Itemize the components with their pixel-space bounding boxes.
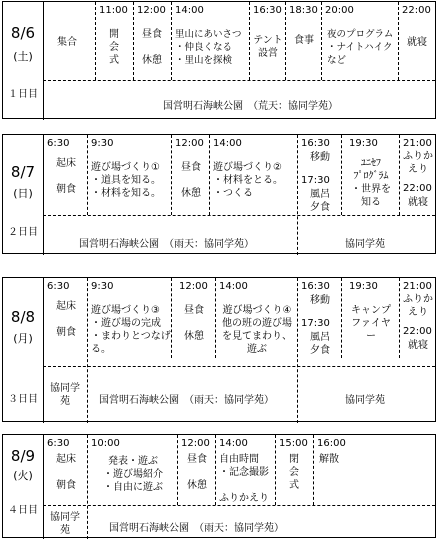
location-label: 協同学 苑 <box>50 512 80 536</box>
time-label: 16:30 <box>301 138 330 149</box>
time-label: 22:00 <box>402 5 431 16</box>
time-label: 9:30 <box>91 138 114 149</box>
date: 8/6 <box>10 24 36 42</box>
activity-cell: 自由時間 ・記念撮影 ふりかえり <box>219 454 269 504</box>
time-label: 17:30 <box>301 175 330 186</box>
activity-cell: 遊び場づくり② ・材料をとる。 ・つくる <box>213 162 283 199</box>
activity-cell: 解散 <box>319 454 339 465</box>
activity-cell: ﾕﾆｾﾌ ﾌﾟﾛｸﾞﾗﾑ ・世界を 知る <box>351 158 391 208</box>
day-label: ３日目 <box>8 394 38 405</box>
activity-cell: 遊び場づくり① ・道具を知る。 ・材料を知る。 <box>91 162 161 199</box>
location-label: 国営明石海峡公園 （雨天：協同学苑） <box>99 395 274 406</box>
location-label: 国営明石海峡公園 （荒天：協同学苑） <box>163 101 338 112</box>
time-label: 18:30 <box>289 5 318 16</box>
activity-cell: 食事 <box>294 35 314 46</box>
day-label: ４日目 <box>8 505 38 516</box>
day-label: ２日目 <box>8 227 38 238</box>
activity-cell: テント 設営 <box>253 35 283 59</box>
activity-cell: 夜のプログラム ・ナイトハイク など <box>327 29 394 66</box>
activity-cell: 遊び場づくり③ ・遊び場の完成 ・まわりとつなげ る。 <box>91 305 171 355</box>
location-label: 協同学苑 <box>345 239 385 250</box>
location-label: 協同学 苑 <box>50 383 80 407</box>
time-label: 12:00 <box>137 5 166 16</box>
activity-cell: 就寝 <box>408 340 428 351</box>
date: 8/8 <box>10 308 36 326</box>
time-label: 19:30 <box>349 281 378 292</box>
activity-cell: ふりか えり <box>403 151 433 175</box>
time-label: 15:00 <box>279 438 308 449</box>
time-label: 22:00 <box>403 183 432 194</box>
activity-cell: 就寝 <box>407 37 427 48</box>
activity-cell: 昼食 休憩 <box>187 454 207 491</box>
activity-cell: 昼食 休憩 <box>184 305 204 342</box>
activity-cell: 里山にあいさつ ・仲良くなる ・里山を探検 <box>175 29 242 66</box>
day-block-2 <box>2 134 436 254</box>
activity-cell: 移動 <box>310 152 330 163</box>
time-label: 12:00 <box>175 138 204 149</box>
activity-cell: 起床 朝食 <box>56 158 76 195</box>
time-label: 9:30 <box>91 281 114 292</box>
weekday: (月) <box>13 332 33 345</box>
day-block-1 <box>2 1 436 119</box>
location-label: 国営明石海峡公園 （雨天：協同学苑） <box>109 523 284 534</box>
time-label: 12:00 <box>181 438 210 449</box>
time-label: 19:30 <box>349 138 378 149</box>
time-label: 14:00 <box>175 5 204 16</box>
time-label: 17:30 <box>301 318 330 329</box>
weekday: (日) <box>13 187 33 200</box>
activity-cell: キャンプ ファイヤ ー <box>351 305 391 342</box>
time-label: 6:30 <box>47 138 70 149</box>
time-label: 6:30 <box>47 438 70 449</box>
activity-cell: 風呂 夕食 <box>310 189 330 213</box>
activity-cell: 昼食 休憩 <box>142 29 162 66</box>
time-label: 22:00 <box>403 326 432 337</box>
activity-cell: 昼食 休憩 <box>181 162 201 199</box>
time-label: 16:00 <box>317 438 346 449</box>
day-block-4 <box>2 434 436 538</box>
activity-cell: 移動 <box>310 295 330 306</box>
weekday: (火) <box>13 469 33 482</box>
date: 8/7 <box>10 163 36 181</box>
time-label: 16:30 <box>253 5 282 16</box>
activity-cell: 風呂 夕食 <box>310 332 330 356</box>
activity-cell: 就寝 <box>408 197 428 208</box>
activity-cell: 集合 <box>57 37 77 48</box>
activity-cell: 遊び場づくり④ 他の班の遊び場 を見てまわり、 遊ぶ <box>222 305 292 355</box>
location-label: 協同学苑 <box>345 395 385 406</box>
activity-cell: 起床 朝食 <box>56 454 76 491</box>
activity-cell: 開 会 式 <box>109 29 119 66</box>
time-label: 14:00 <box>219 438 248 449</box>
activity-cell: ふりか えり <box>403 294 433 318</box>
date: 8/9 <box>10 447 36 465</box>
time-label: 20:00 <box>325 5 354 16</box>
time-label: 14:00 <box>219 281 248 292</box>
time-label: 6:30 <box>47 281 70 292</box>
time-label: 21:00 <box>403 138 432 149</box>
time-label: 21:00 <box>403 281 432 292</box>
activity-cell: 発表・遊ぶ ・遊び場紹介 ・自由に遊ぶ <box>103 456 163 493</box>
time-label: 14:00 <box>213 138 242 149</box>
time-label: 10:00 <box>91 438 120 449</box>
time-label: 11:00 <box>99 5 128 16</box>
day-block-3 <box>2 277 436 422</box>
activity-cell: 閉 会 式 <box>289 454 299 491</box>
time-label: 12:00 <box>179 281 208 292</box>
activity-cell: 起床 朝食 <box>56 301 76 338</box>
weekday: (土) <box>13 50 33 63</box>
day-label: １日目 <box>8 89 38 100</box>
location-label: 国営明石海峡公園 （雨天：協同学苑） <box>79 239 254 250</box>
time-label: 16:30 <box>301 281 330 292</box>
